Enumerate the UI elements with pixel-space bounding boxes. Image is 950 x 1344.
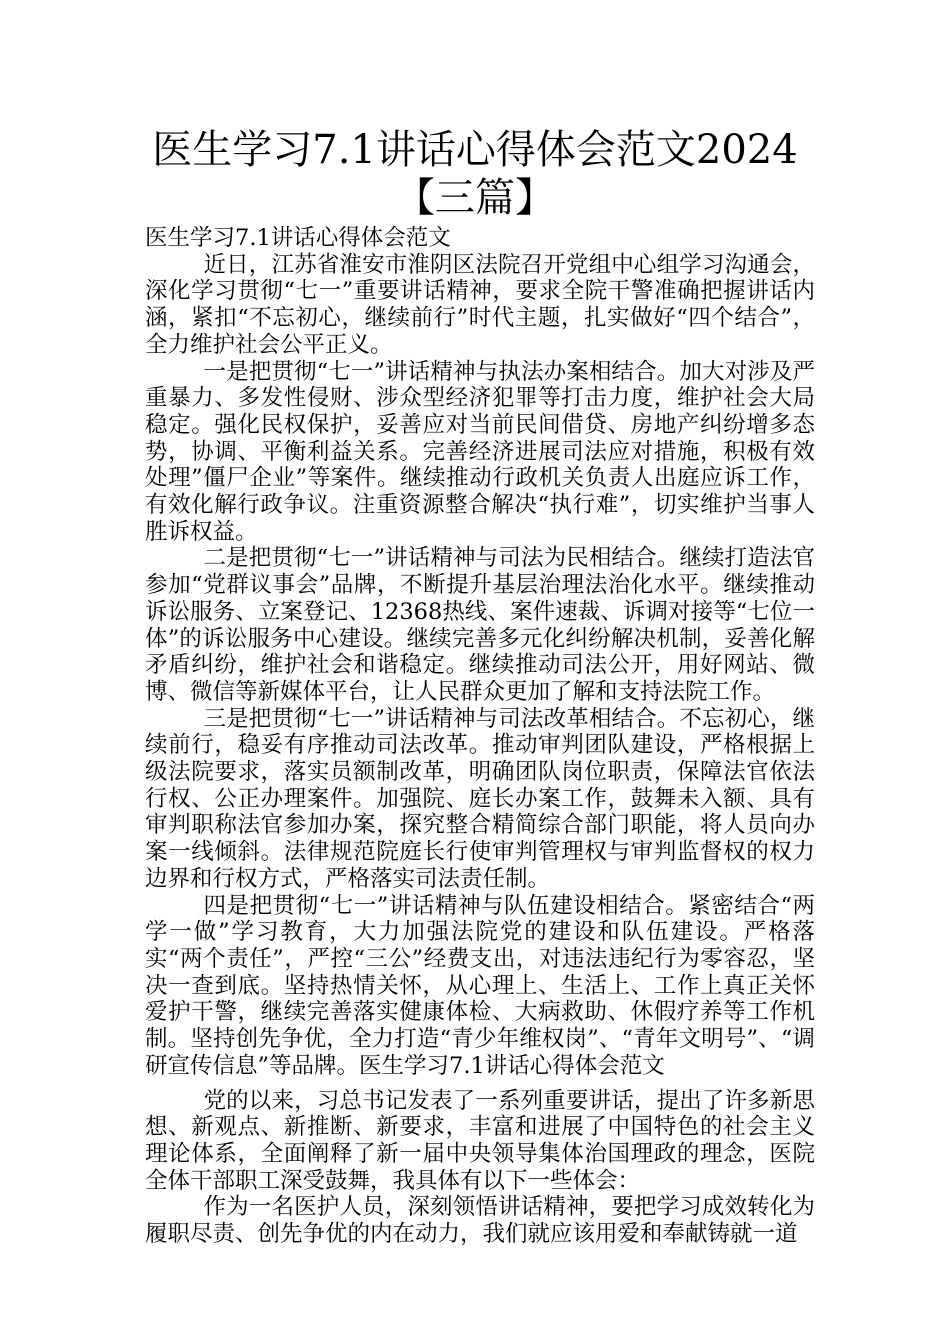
paragraph-point-four: 四是把贯彻“七一”讲话精神与队伍建设相结合。紧密结合“两学一做”学习教育，大力加强法院党的建设和队伍建设。严格落实“两个责任”，严控“三公”经费支出，对违法违纪行为零容忍，坚决一查到底。坚持热情关怀，从心理上、生活上、工作上真正关怀爱护干警，继续完善落实健康体检、大病救助、休假疗养等工作机制。坚持创先争优，全力打造“青少年维权岗”、“青年文明号”、“调研宣传信息”等品牌。医生学习7.1讲话心得体会范文	[145, 892, 815, 1079]
paragraph-second-essay-body: 作为一名医护人员，深刻领悟讲话精神，要把学习成效转化为履职尽责、创先争优的内在动力，我们就应该用爱和奉献铸就一道	[145, 1194, 815, 1248]
paragraph-intro: 近日，江苏省淮安市淮阴区法院召开党组中心组学习沟通会，深化学习贯彻“七一”重要讲话精神，要求全院干警准确把握讲话内涵，紧扣“不忘初心，继续前行”时代主题，扎实做好“四个结合”，全力维护社会公平正义。	[145, 251, 815, 358]
paragraph-second-essay-intro: 党的以来，习总书记发表了一系列重要讲话，提出了许多新思想、新观点、新推断、新要求，丰富和进展了中国特色的社会主义理论体系，全面阐释了新一届中央领导集体治国理政的理念，医院全体干部职工深受鼓舞，我具体有以下一些体会：	[145, 1087, 815, 1194]
paragraph-point-three: 三是把贯彻“七一”讲话精神与司法改革相结合。不忘初心，继续前行，稳妥有序推动司法改革。推动审判团队建设，严格根据上级法院要求，落实员额制改革，明确团队岗位职责，保障法官依法行权、公正办理案件。加强院、庭长办案工作，鼓舞未入额、具有审判职称法官参加办案，探究整合精简综合部门职能，将人员向办案一线倾斜。法律规范院庭长行使审判管理权与审判监督权的权力边界和行权方式，严格落实司法责任制。	[145, 705, 815, 892]
paragraph-point-two: 二是把贯彻“七一”讲话精神与司法为民相结合。继续打造法官参加“党群议事会”品牌，不断提升基层治理法治化水平。继续推动诉讼服务、立案登记、12368热线、案件速裁、诉调对接等“七位一体”的诉讼服务中心建设。继续完善多元化纠纷解决机制，妥善化解矛盾纠纷，维护社会和谐稳定。继续推动司法公开，用好网站、微博、微信等新媒体平台，让人民群众更加了解和支持法院工作。	[145, 545, 815, 705]
document-body	[145, 225, 815, 1248]
paragraph-point-one: 一是把贯彻“七一”讲话精神与执法办案相结合。加大对涉及严重暴力、多发性侵财、涉众型经济犯罪等打击力度，维护社会大局稳定。强化民权保护，妥善应对当前民间借贷、房地产纠纷增多态势，协调、平衡利益关系。完善经济进展司法应对措施，积极有效处理”僵尸企业”等案件。继续推动行政机关负责人出庭应诉工作，有效化解行政争议。注重资源整合解决“执行难”，切实维护当事人胜诉权益。	[145, 358, 815, 545]
document-subtitle: 医生学习7.1讲话心得体会范文	[145, 225, 451, 251]
document-title: 医生学习7.1讲话心得体会范文2024【三篇】	[152, 127, 798, 221]
